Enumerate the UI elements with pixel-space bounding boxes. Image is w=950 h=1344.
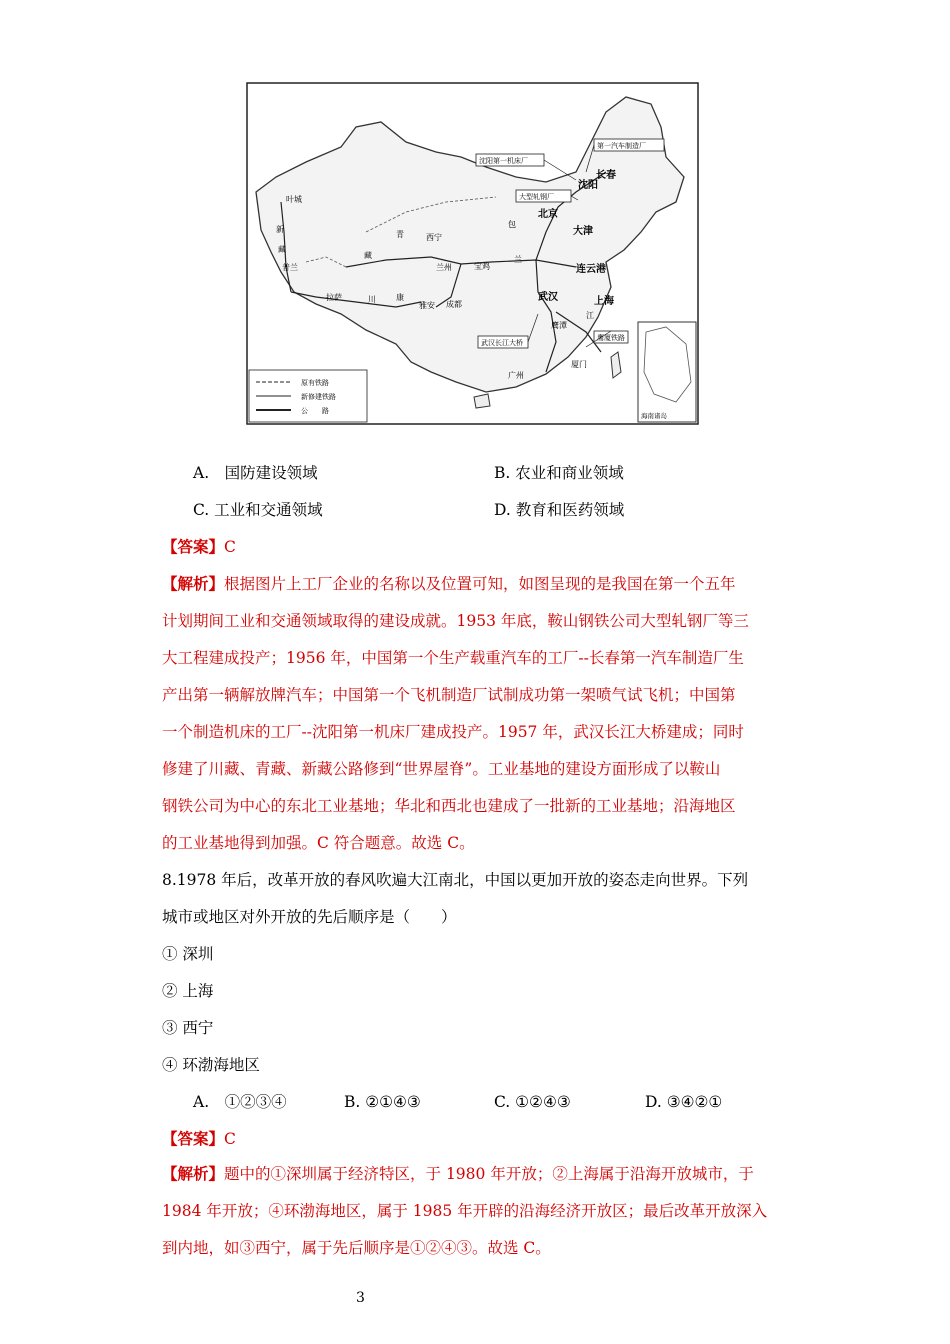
south-china-sea-inset xyxy=(638,322,696,422)
q8-stem-line: 城市或地区对外开放的先后顺序是（ ） xyxy=(162,908,457,926)
label-rolling-mill: 大型轧钢厂 xyxy=(519,193,554,201)
q8-analysis-line: 1984 年开放；④环渤海地区，属于 1985 年开辟的沿海经济开放区；最后改革开放深入 xyxy=(162,1202,768,1220)
legend-road: 公 路 xyxy=(301,407,329,415)
label-shenyang-plant: 沈阳第一机床厂 xyxy=(479,157,528,165)
label-zang: 藏 xyxy=(364,251,372,260)
label-lhasa: 拉萨 xyxy=(326,293,342,302)
label-xin: 新 xyxy=(276,225,284,234)
label-yingtan: 鹰潭 xyxy=(551,321,567,330)
label-lan: 兰 xyxy=(514,255,522,264)
label-yaan: 雅安 xyxy=(419,301,435,310)
analysis-tag: 【解析】 xyxy=(162,574,225,593)
legend-old-railway: 原有铁路 xyxy=(301,379,329,387)
q8-option-b: B. ②①④③ xyxy=(344,1093,421,1111)
label-wuhan: 武汉 xyxy=(538,292,558,303)
q8-option-c: C. ①②④③ xyxy=(494,1093,571,1111)
label-yingtan-railway: 鹰厦铁路 xyxy=(597,334,625,342)
label-lianyungang: 连云港 xyxy=(576,264,606,275)
q7-analysis-line: 修建了川藏、青藏、新藏公路修到“世界屋脊”。工业基地的建设方面形成了以鞍山 xyxy=(162,760,721,778)
label-bridge: 武汉长江大桥 xyxy=(481,339,523,347)
label-changchun: 长春 xyxy=(596,170,616,181)
q7-option-b: B. 农业和商业领域 xyxy=(494,464,624,482)
label-lanzhou: 兰州 xyxy=(436,263,452,272)
q8-option-a: A. ①②③④ xyxy=(193,1093,287,1111)
label-faw: 第一汽车制造厂 xyxy=(597,142,646,150)
label-xiamen: 厦门 xyxy=(571,360,587,369)
page-number: 3 xyxy=(356,1290,365,1306)
q8-item: ④ 环渤海地区 xyxy=(162,1056,260,1074)
china-map-figure xyxy=(246,82,699,425)
answer-tag: 【答案】 xyxy=(162,1129,225,1148)
label-zang-left: 藏 xyxy=(278,245,286,254)
q7-option-d: D. 教育和医药领域 xyxy=(494,501,625,519)
label-shenyang: 沈阳 xyxy=(578,180,598,191)
q7-analysis-line: 的工业基地得到加强。C 符合题意。故选 C。 xyxy=(162,834,475,852)
q8-item: ① 深圳 xyxy=(162,945,214,963)
label-tianjin: 大津 xyxy=(573,226,593,237)
q7-analysis-line: 产出第一辆解放牌汽车；中国第一个飞机制造厂试制成功第一架喷气试飞机；中国第 xyxy=(162,686,736,704)
q7-analysis-line: 一个制造机床的工厂--沈阳第一机床厂建成投产。1957 年，武汉长江大桥建成；同时 xyxy=(162,723,744,741)
label-guangzhou: 广州 xyxy=(508,371,524,380)
q8-analysis-line: 到内地，如③西宁，属于先后顺序是①②④③。故选 C。 xyxy=(162,1239,551,1257)
label-yecheng: 叶城 xyxy=(286,195,302,204)
map-legend xyxy=(249,370,367,422)
label-pulan: 普兰 xyxy=(282,263,298,272)
q7-answer xyxy=(162,536,236,558)
answer-value: C xyxy=(224,1130,236,1148)
q8-item: ② 上海 xyxy=(162,982,214,1000)
q8-stem-line: 8.1978 年后，改革开放的春风吹遍大江南北，中国以更加开放的姿态走向世界。下列 xyxy=(162,871,749,889)
label-xining: 西宁 xyxy=(426,233,442,242)
answer-tag: 【答案】 xyxy=(162,537,225,556)
q7-option-a: A. 国防建设领域 xyxy=(193,464,318,482)
q8-item: ③ 西宁 xyxy=(162,1019,214,1037)
answer-value: C xyxy=(224,538,236,556)
legend-new-railway: 新修建铁路 xyxy=(301,393,336,401)
label-bao: 包 xyxy=(508,220,516,229)
q8-option-d: D. ③④②① xyxy=(645,1093,723,1111)
label-jiang: 江 xyxy=(586,311,594,320)
label-baoji: 宝鸡 xyxy=(474,262,490,271)
label-beijing: 北京 xyxy=(538,209,558,220)
label-shanghai: 上海 xyxy=(594,296,614,307)
label-hainan: 海南诸岛 xyxy=(641,412,667,420)
analysis-tag: 【解析】 xyxy=(162,1164,225,1183)
q7-analysis-line: 钢铁公司为中心的东北工业基地；华北和西北也建成了一批新的工业基地；沿海地区 xyxy=(162,797,736,815)
q8-analysis-line: 【解析】题中的①深圳属于经济特区，于 1980 年开放；②上海属于沿海开放城市，于 xyxy=(162,1164,754,1183)
label-chengdu: 成都 xyxy=(446,300,462,309)
label-chuan: 川 xyxy=(368,295,376,304)
q7-analysis-line: 【解析】根据图片上工厂企业的名称以及位置可知，如图呈现的是我国在第一个五年 xyxy=(162,574,736,593)
q7-analysis-line: 计划期间工业和交通领域取得的建设成就。1953 年底，鞍山钢铁公司大型轧钢厂等三 xyxy=(162,612,749,630)
label-qing: 青 xyxy=(396,230,404,239)
q7-analysis-line: 大工程建成投产；1956 年，中国第一个生产载重汽车的工厂--长春第一汽车制造厂生 xyxy=(162,649,744,667)
q7-option-c: C. 工业和交通领域 xyxy=(193,501,323,519)
label-kang: 康 xyxy=(396,293,404,302)
q8-answer xyxy=(162,1128,236,1150)
